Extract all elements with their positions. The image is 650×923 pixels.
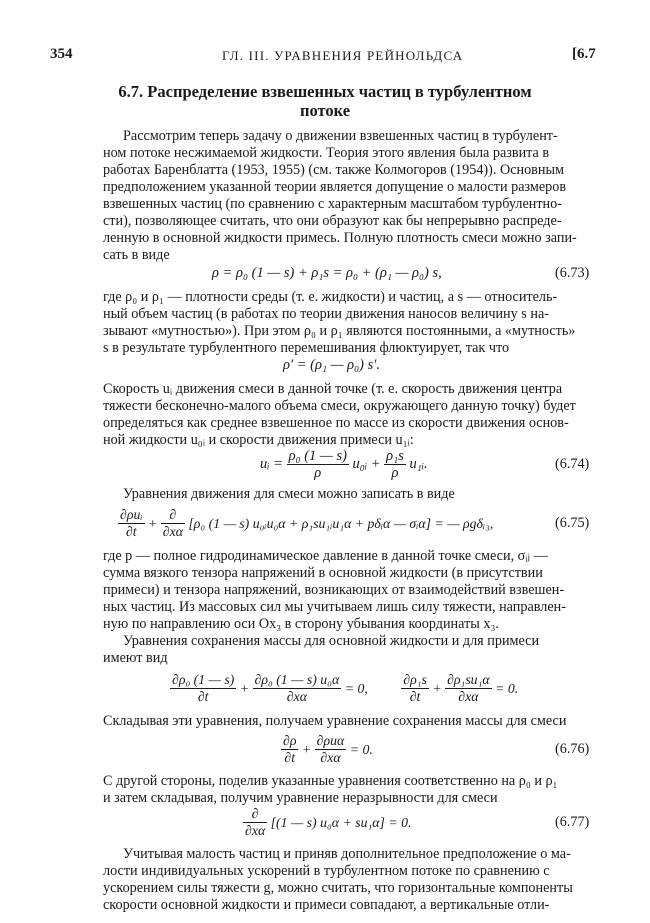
equation-term: + [432,680,442,696]
equation-term: + [301,741,312,757]
fraction-numerator: ρ₁s [386,448,404,464]
fraction-denominator: ρ [391,465,399,481]
equation-6-75 [118,507,493,540]
equation-term: u₀ᵢ + [352,456,381,472]
text-line: ускорением силы тяжести g, можно считать, что горизонтальные компоненты [103,880,573,896]
fraction [384,448,406,481]
equation-term: u₁ᵢ. [409,456,428,472]
equation-term: uᵢ = [260,456,283,472]
equation-6-74 [260,448,428,481]
text-line: Уравнения сохранения массы для основной жидкости и для примеси [123,633,540,649]
fraction-numerator: ∂ρuα [316,733,345,748]
fraction-numerator: ∂ρ [283,733,297,748]
section-title-line-1: 6.7. Распределение взвешенных частиц в турбулентном [118,82,532,101]
text-line: Уравнения движения для смеси можно записать в виде [123,486,455,502]
equation-mass-conservation [170,672,518,705]
fraction-numerator: ∂ρuᵢ [120,507,143,522]
text-line: определяться как среднее взвешенное по массе из скорости движения основ- [103,415,569,431]
text-line: Скорость uᵢ движения смеси в данной точке (т. е. скорость движения центра [103,381,563,397]
equation-term: = 0, [344,680,368,696]
equation-term: + [147,515,158,531]
equation-number: (6.73) [555,265,590,281]
fraction [170,672,236,705]
fraction [118,507,145,540]
fraction-numerator: ∂ρ₀ (1 — s) [172,672,235,687]
section-title-line-2: потоке [299,101,351,120]
equation-number: (6.75) [555,515,590,531]
fraction [315,733,347,766]
equation-density-fluctuation: ρ′ = (ρ₁ — ρ₀) s′. [283,357,381,373]
fraction-denominator: ∂xα [162,524,183,539]
text-line: тяжести бесконечно-малого объема смеси, окружающего данную точку) будет [103,398,576,414]
equation-term: + [239,680,250,696]
text-line: скорости основной жидкости и примеси совпадают, а вертикальные отли- [103,897,550,913]
text-line: Учитывая малость частиц и приняв дополнительное предположение о ма- [123,846,571,862]
equation-term: = 0. [495,680,519,696]
equation-6-76 [281,733,373,766]
text-line: С другой стороны, поделив указанные уравнения соответственно на ρ₀ и ρ₁ [103,773,558,789]
equation-6-73: ρ = ρ₀ (1 — s) + ρ₁s = ρ₀ + (ρ₁ — ρ₀) s, [212,265,442,281]
text-line: ной жидкости u₀ᵢ и скорости движения примеси u₁ᵢ: [103,432,414,448]
text-line: примеси) и тензора напряжений, возникающих от взаимодействий взвешен- [103,582,565,598]
equation-number: (6.76) [555,741,590,757]
fraction-denominator: ∂t [284,750,296,765]
text-line: сумма вязкого тензора напряжений в основной жидкости (в присутствии [103,565,543,581]
fraction-denominator: ∂xα [320,750,341,765]
fraction [287,448,349,481]
fraction-numerator: ∂ρ₀ (1 — s) u₀α [254,672,340,687]
equation-6-77 [243,806,411,839]
fraction [281,733,298,766]
text-line: сать в виде [103,247,170,263]
fraction-numerator: ∂ [243,806,267,823]
text-line: ную по направлению оси Ox₃ в сторону убывания координаты x₃. [103,616,499,632]
fraction [243,806,267,839]
equation-term: = 0. [349,741,373,757]
fraction [253,672,342,705]
fraction-numerator: ∂ρ₁su₁α [447,672,490,687]
text-line: и затем складывая, получим уравнение неразрывности для смеси [103,790,498,806]
fraction-denominator: ∂xα [286,689,307,704]
fraction [445,672,492,705]
fraction [161,507,185,540]
fraction-denominator: ∂xα [458,689,479,704]
equation-number: (6.74) [555,456,590,472]
text-line: ный объем частиц (в работах по теории движения наносов величину s на- [103,306,549,322]
section-reference: [6.7 [572,46,596,62]
fraction-denominator: ρ [314,465,322,481]
text-line: Рассмотрим теперь задачу о движении взвешенных частиц в турбулент- [123,128,558,144]
text-line: ленную в основной жидкости примесь. Полную плотность смеси можно запи- [103,230,577,246]
equation-number: (6.77) [555,814,590,830]
running-title: ГЛ. III. УРАВНЕНИЯ РЕЙНОЛЬДСА [222,48,464,63]
text-line: взвешенных частиц (по сравнению с характерным масштабом турбулентно- [103,196,562,212]
fraction-denominator: ∂xα [245,823,266,838]
text-line: лости индивидуальных ускорений в турбулентном потоке по сравнению с [103,863,550,879]
fraction-denominator: ∂t [409,689,421,704]
text-line: ных частиц. Из массовых сил мы учитываем лишь силу тяжести, направлен- [103,599,566,615]
equation-term: [(1 — s) u₀α + su₁α] = 0. [270,814,412,830]
text-line: сти), позволяющее считать, что они образуют как бы непрерывно распреде- [103,213,562,229]
text-line: имеют вид [103,650,168,666]
fraction-denominator: ∂t [125,524,137,539]
fraction-numerator: ∂ρ₁s [403,672,427,687]
fraction [401,672,429,705]
text-line: где ρ₀ и ρ₁ — плотности среды (т. е. жидкости) и частиц, а s — относитель- [103,289,558,305]
text-line: ном потоке несжимаемой жидкости. Теория этого явления была развита в [103,145,550,161]
fraction-numerator: ∂ [161,507,185,524]
equation-term: [ρ₀ (1 — s) u₀ᵢu₀α + ρ₁su₁ᵢu₁α + pδᵢα — σᵢα] = — ρgδᵢ₃, [188,515,494,531]
fraction-numerator: ρ₀ (1 — s) [288,448,347,464]
text-line: работах Баренблатта (1953, 1955) (см. также Колмогоров (1954)). Основным [103,162,564,178]
text-line: предположением указанной теории является допущение о малости размеров [103,179,567,195]
text-line: зывают «мутностью»). При этом ρ₀ и ρ₁ являются постоянными, а «мутность» [103,323,576,339]
text-line: где p — полное гидродинамическое давление в данной точке смеси, σᵢⱼ — [103,548,548,564]
text-line: s в результате турбулентного перемешивания флюктуирует, так что [103,340,510,356]
fraction-denominator: ∂t [197,689,209,704]
page-number: 354 [50,46,73,62]
text-line: Складывая эти уравнения, получаем уравнение сохранения массы для смеси [103,713,567,729]
